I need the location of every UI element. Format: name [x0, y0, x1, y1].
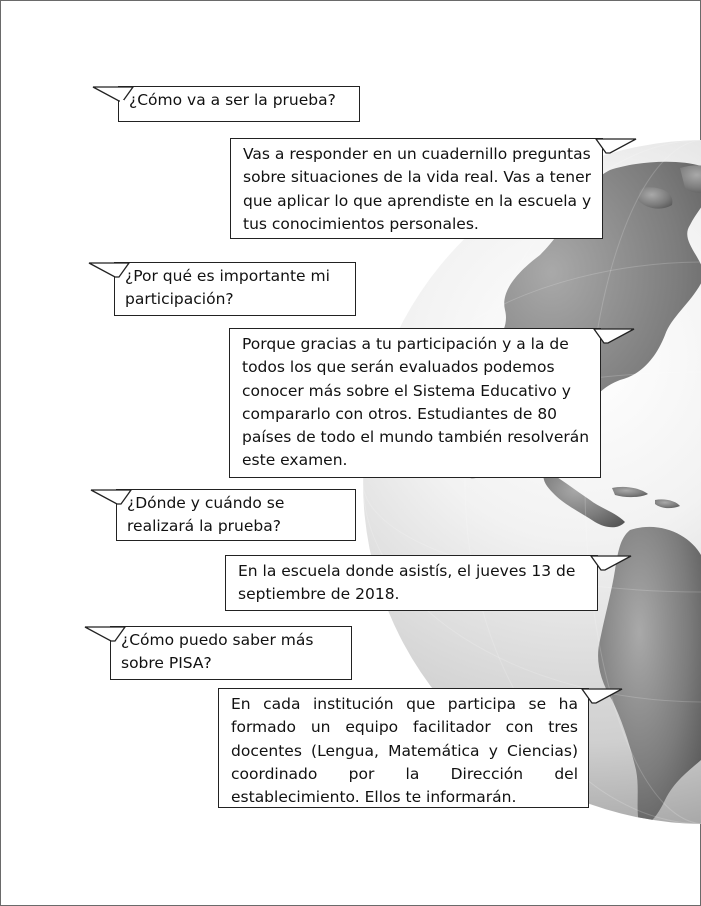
question-text: ¿Por qué es importante mi participación? — [125, 267, 330, 309]
answer-bubble — [225, 555, 598, 611]
question-text: ¿Dónde y cuándo se realizará la prueba? — [127, 494, 285, 536]
answer-bubble — [218, 688, 589, 808]
question-text: ¿Cómo va a ser la prueba? — [129, 91, 336, 109]
answer-text: En cada institución que participa se ha formado un equipo facilitador con tres docentes (Lengua, Matemática y Ciencias) coordinado por la Dirección del establecimiento. Ellos te informarán. — [231, 695, 578, 807]
question-bubble — [116, 489, 356, 541]
question-text: ¿Cómo puedo saber más sobre PISA? — [121, 631, 314, 673]
speech-tail — [91, 478, 141, 504]
question-bubble — [114, 262, 356, 316]
speech-tail — [89, 251, 139, 277]
answer-text: Porque gracias a tu participación y a la de todos los que serán evaluados podemos conocer más sobre el Sistema Educativo y compararlo con otros. Estudiantes de 80 países de todo el mundo también resolverán este examen. — [242, 335, 590, 470]
answer-bubble — [229, 328, 601, 478]
speech-tail — [93, 75, 143, 101]
speech-tail — [85, 615, 135, 641]
speech-tail — [584, 317, 634, 343]
speech-tail — [586, 127, 636, 153]
question-bubble — [118, 86, 360, 122]
speech-tail — [572, 677, 622, 703]
answer-text: En la escuela donde asistís, el jueves 13 de septiembre de 2018. — [238, 562, 576, 604]
speech-tail — [581, 544, 631, 570]
answer-text: Vas a responder en un cuadernillo preguntas sobre situaciones de la vida real. Vas a tener que aplicar lo que aprendiste en la escuela y tus conocimientos personales. — [243, 145, 592, 233]
answer-bubble — [230, 138, 603, 239]
question-bubble — [110, 626, 352, 680]
